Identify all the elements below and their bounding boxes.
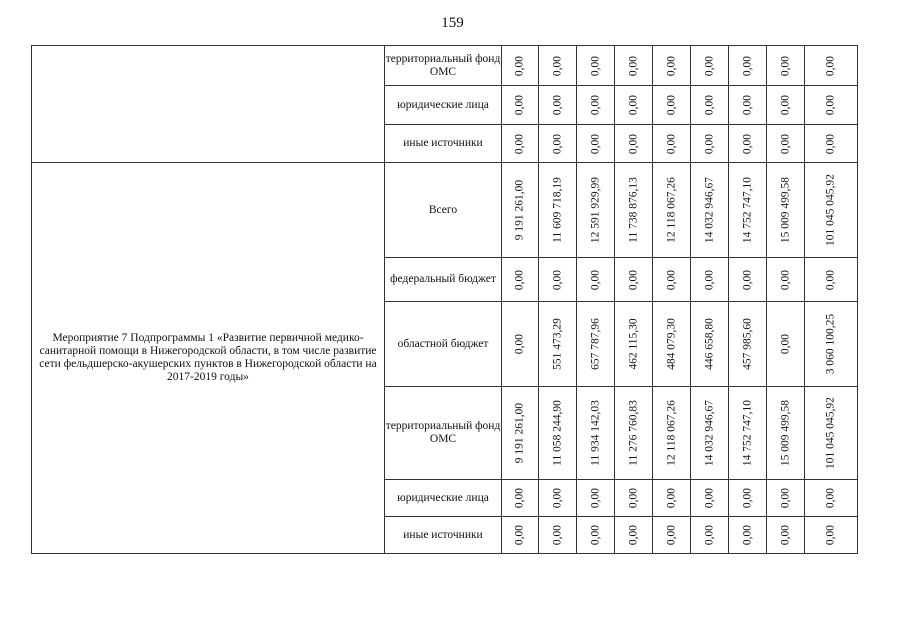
value-cell: 12 118 067,26	[653, 387, 691, 480]
value-cell: 0,00	[729, 86, 767, 125]
value-cell: 551 473,29	[539, 302, 577, 387]
value-cell: 0,00	[539, 86, 577, 125]
value-cell: 0,00	[691, 517, 729, 554]
value-cell: 0,00	[502, 480, 539, 517]
value-cell: 0,00	[502, 86, 539, 125]
value-cell: 0,00	[653, 86, 691, 125]
value-cell: 0,00	[767, 46, 805, 86]
value-cell: 0,00	[691, 125, 729, 163]
value-cell: 0,00	[729, 517, 767, 554]
value-cell: 0,00	[805, 258, 858, 302]
value-cell: 0,00	[615, 125, 653, 163]
value-cell: 0,00	[502, 517, 539, 554]
value-cell: 0,00	[767, 86, 805, 125]
value-cell: 0,00	[577, 258, 615, 302]
value-cell: 0,00	[615, 86, 653, 125]
value-cell: 14 752 747,10	[729, 163, 767, 258]
value-cell: 462 115,30	[615, 302, 653, 387]
value-cell: 11 058 244,90	[539, 387, 577, 480]
value-cell: 9 191 261,00	[502, 163, 539, 258]
value-cell: 11 276 760,83	[615, 387, 653, 480]
funding-source-label: иные источники	[385, 517, 502, 554]
value-cell: 0,00	[653, 125, 691, 163]
value-cell: 0,00	[653, 258, 691, 302]
value-cell: 12 591 929,99	[577, 163, 615, 258]
measure-description-empty	[32, 46, 385, 163]
value-cell: 0,00	[729, 258, 767, 302]
measure-description: Мероприятие 7 Подпрограммы 1 «Развитие первичной медико-санитарной помощи в Нижегородской области, в том числе развитие сети фельдшерско-акушерских пунктов в Нижегородской области на 2017-2019 годы»	[32, 163, 385, 554]
value-cell: 14 032 946,67	[691, 163, 729, 258]
value-cell: 0,00	[577, 86, 615, 125]
value-cell: 0,00	[805, 517, 858, 554]
value-cell: 446 658,80	[691, 302, 729, 387]
value-cell: 0,00	[653, 480, 691, 517]
value-cell: 0,00	[691, 480, 729, 517]
value-cell: 101 045 045,92	[805, 163, 858, 258]
value-cell: 11 609 718,19	[539, 163, 577, 258]
value-cell: 484 079,30	[653, 302, 691, 387]
value-cell: 0,00	[805, 125, 858, 163]
value-cell: 0,00	[615, 480, 653, 517]
value-cell: 657 787,96	[577, 302, 615, 387]
funding-source-label: территориальный фонд ОМС	[385, 46, 502, 86]
value-cell: 0,00	[767, 302, 805, 387]
value-cell: 0,00	[653, 517, 691, 554]
funding-table	[31, 45, 858, 554]
table-row	[32, 163, 858, 258]
funding-source-label: федеральный бюджет	[385, 258, 502, 302]
value-cell: 15 009 499,58	[767, 163, 805, 258]
value-cell: 0,00	[539, 46, 577, 86]
value-cell: 0,00	[577, 46, 615, 86]
value-cell: 15 009 499,58	[767, 387, 805, 480]
funding-source-label: юридические лица	[385, 480, 502, 517]
value-cell: 0,00	[539, 125, 577, 163]
table-row	[32, 46, 858, 86]
funding-source-label: Всего	[385, 163, 502, 258]
value-cell: 0,00	[615, 258, 653, 302]
value-cell: 0,00	[805, 46, 858, 86]
value-cell: 14 752 747,10	[729, 387, 767, 480]
value-cell: 0,00	[691, 46, 729, 86]
value-cell: 0,00	[729, 480, 767, 517]
value-cell: 0,00	[502, 125, 539, 163]
value-cell: 0,00	[577, 125, 615, 163]
value-cell: 0,00	[767, 517, 805, 554]
value-cell: 457 985,60	[729, 302, 767, 387]
value-cell: 0,00	[502, 302, 539, 387]
value-cell: 0,00	[805, 86, 858, 125]
value-cell: 0,00	[615, 46, 653, 86]
value-cell: 0,00	[767, 258, 805, 302]
value-cell: 9 191 261,00	[502, 387, 539, 480]
value-cell: 0,00	[767, 480, 805, 517]
page-number: 159	[441, 15, 464, 31]
value-cell: 0,00	[502, 46, 539, 86]
value-cell: 101 045 045,92	[805, 387, 858, 480]
funding-source-label: областной бюджет	[385, 302, 502, 387]
value-cell: 0,00	[577, 517, 615, 554]
funding-source-label: юридические лица	[385, 86, 502, 125]
value-cell: 0,00	[805, 480, 858, 517]
value-cell: 0,00	[539, 517, 577, 554]
value-cell: 0,00	[729, 125, 767, 163]
value-cell: 3 060 100,25	[805, 302, 858, 387]
value-cell: 0,00	[615, 517, 653, 554]
funding-source-label: территориальный фонд ОМС	[385, 387, 502, 480]
value-cell: 0,00	[691, 86, 729, 125]
funding-source-label: иные источники	[385, 125, 502, 163]
value-cell: 0,00	[729, 46, 767, 86]
value-cell: 0,00	[577, 480, 615, 517]
value-cell: 11 738 876,13	[615, 163, 653, 258]
value-cell: 0,00	[502, 258, 539, 302]
value-cell: 0,00	[539, 258, 577, 302]
value-cell: 0,00	[767, 125, 805, 163]
value-cell: 0,00	[539, 480, 577, 517]
value-cell: 14 032 946,67	[691, 387, 729, 480]
value-cell: 11 934 142,03	[577, 387, 615, 480]
value-cell: 12 118 067,26	[653, 163, 691, 258]
value-cell: 0,00	[653, 46, 691, 86]
value-cell: 0,00	[691, 258, 729, 302]
